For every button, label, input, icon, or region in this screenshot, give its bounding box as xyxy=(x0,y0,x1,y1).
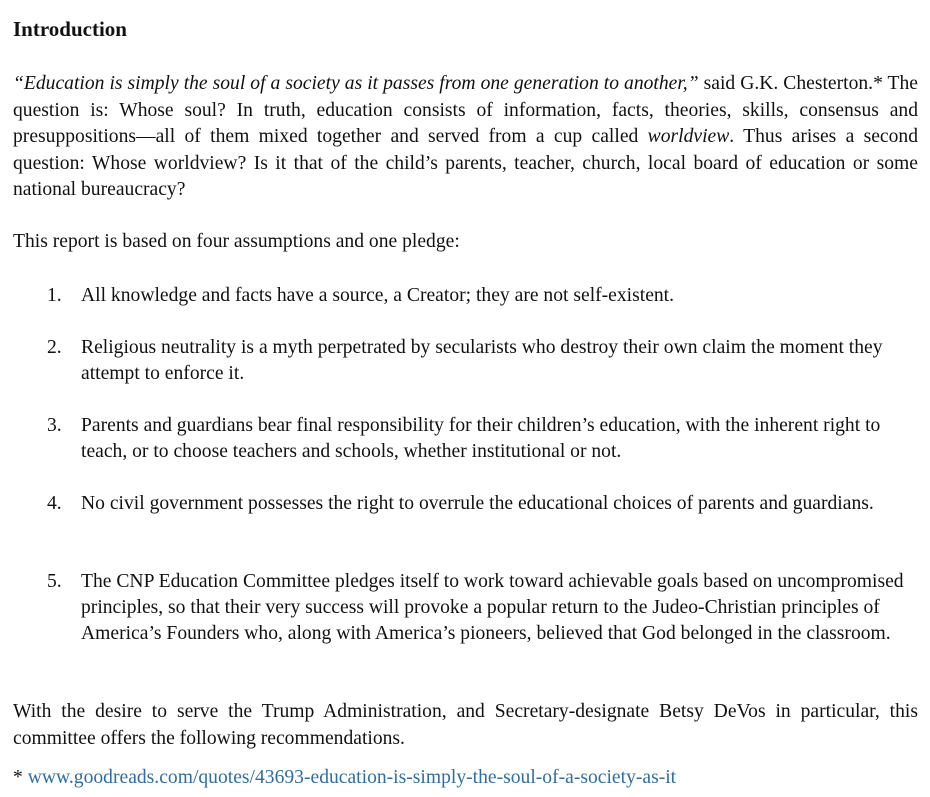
intro-text-part2: . Thus arises a second question: Whose worldview? Is it that of the child’s parents, teacher, church, local board of education or some national bureaucracy? xyxy=(13,126,919,200)
list-item-text: All knowledge and facts have a source, a Creator; they are not self-existent. xyxy=(81,285,675,306)
footnote-marker: * xyxy=(13,767,28,788)
list-item-number: 1. xyxy=(47,285,62,306)
intro-paragraph xyxy=(13,71,918,204)
assumptions-intro: This report is based on four assumptions and one pledge: xyxy=(13,231,460,252)
intro-text-part1: said G.K. Chesterton.* The question is: Whose soul? In truth, education consists of information, facts, theories, skills, consensus and presuppositions—all of them mixed together and served from a cup called xyxy=(13,73,919,147)
list-item-text: No civil government possesses the right to overrule the educational choices of parents and guardians. xyxy=(81,493,874,514)
closing-paragraph: With the desire to serve the Trump Administration, and Secretary-designate Betsy DeVos in particular, this committee offers the following recommendations. xyxy=(13,701,918,749)
chesterton-quote: “Education is simply the soul of a society as it passes from one generation to another,” xyxy=(13,73,699,94)
section-heading: Introduction xyxy=(13,17,127,41)
list-item-text: Religious neutrality is a myth perpetrated by secularists who destroy their own claim the moment they attempt to enforce it. xyxy=(81,337,883,384)
list-item-text: Parents and guardians bear final responsibility for their children’s education, with the inherent right to teach, or to choose teachers and schools, whether institutional or not. xyxy=(81,415,881,462)
worldview-term: worldview xyxy=(647,126,730,147)
list-item-number: 4. xyxy=(47,493,62,514)
list-item-number: 5. xyxy=(47,571,62,592)
footnote-link[interactable]: www.goodreads.com/quotes/43693-education-is-simply-the-soul-of-a-society-as-it xyxy=(27,767,677,788)
list-item-text: The CNP Education Committee pledges itself to work toward achievable goals based on uncompromised principles, so that their very success will provoke a popular return to the Judeo-Christian principles of America’s Founders who, along with America’s pioneers, believed that God belonged in the classroom. xyxy=(81,571,904,644)
list-item-number: 2. xyxy=(47,337,62,358)
list-item-number: 3. xyxy=(47,415,62,436)
footnote xyxy=(13,766,676,790)
